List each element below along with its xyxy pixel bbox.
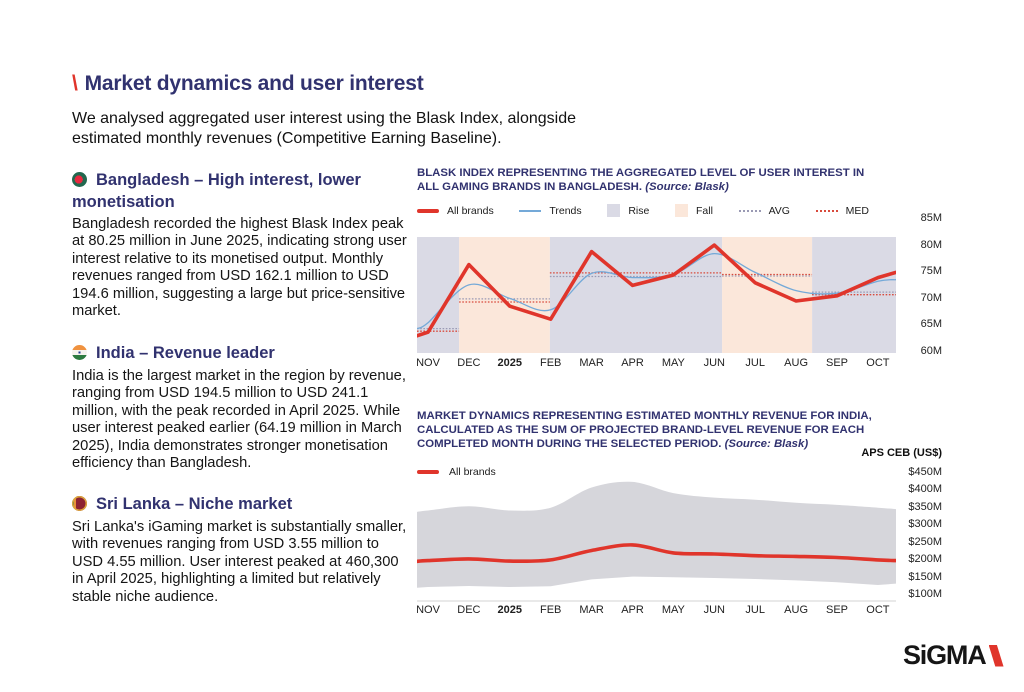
- x-tick-label: JUN: [703, 604, 725, 616]
- chart1-title: [417, 166, 887, 194]
- chart2-plot: [417, 460, 896, 602]
- sigma-logo-text: SiGMA: [903, 640, 986, 670]
- fall-swatch-icon: [675, 204, 688, 217]
- y-tick-label: 70M: [920, 291, 942, 304]
- legend-trends: Trends: [519, 205, 581, 217]
- chart1-x-axis: [417, 357, 896, 371]
- x-tick-label: SEP: [825, 604, 849, 616]
- trends-line-icon: [519, 210, 541, 212]
- legend-all-brands: All brands: [417, 205, 494, 217]
- section-heading-sri-lanka: [72, 494, 384, 516]
- chart2-source: (Source: Blask): [724, 438, 809, 451]
- section-heading-india: [72, 343, 384, 365]
- chart1-title-text: BLASK INDEX REPRESENTING THE AGGREGATED LEVEL OF USER INTEREST IN ALL GAMING BRANDS IN BANGLADESH.: [417, 167, 865, 194]
- sri-lanka-flag-icon: [72, 496, 87, 511]
- x-tick-label: AUG: [784, 357, 809, 369]
- x-tick-label: OCT: [866, 357, 890, 369]
- intro-text: We analysed aggregated user interest using the Blask Index, alongside estimated monthly revenues (Competitive Earning Baseline).: [72, 110, 577, 148]
- bangladesh-flag-icon: [72, 172, 87, 187]
- x-tick-label: APR: [621, 604, 644, 616]
- y-tick-label: $400M: [908, 483, 942, 496]
- legend-avg: AVG: [739, 205, 790, 217]
- y-tick-label: $300M: [908, 518, 942, 531]
- med-dotted-line-icon: [816, 210, 838, 212]
- y-tick-label: 85M: [920, 212, 942, 224]
- x-tick-label: MAY: [661, 604, 685, 616]
- y-tick-label: $250M: [908, 535, 942, 548]
- sigma-logo-mark-icon: [989, 645, 1004, 667]
- section-body-india: India is the largest market in the region by revenue, ranging from USD 194.5 million to USD 241.1 million, with the peak recorded in April 2025. While user interest peaked earlier (64.19 million in March 2025), India demonstrates stronger monetisation efficiency than Bangladesh.: [72, 368, 406, 472]
- chart2-title-text: MARKET DYNAMICS REPRESENTING ESTIMATED MONTHLY REVENUE FOR INDIA, CALCULATED AS THE SUM OF PROJECTED BRAND-LEVEL REVENUE FOR EACH COMPLETED MONTH DURING THE SELECTED PERIOD.: [417, 410, 872, 451]
- x-tick-label: DEC: [457, 604, 481, 616]
- x-tick-label: JUN: [703, 357, 725, 369]
- section-body-sri-lanka: Sri Lanka's iGaming market is substantially smaller, with revenues ranging from USD 3.55 million to USD 4.55 million. User interest peaked at 460,300 in April 2025, highlighting a limited but relatively stable niche audience.: [72, 519, 407, 605]
- y-tick-label: 75M: [920, 265, 942, 278]
- x-tick-label: MAR: [579, 604, 604, 616]
- y-tick-label: $200M: [908, 553, 942, 566]
- rise-swatch-icon: [607, 204, 620, 217]
- x-tick-label: 2025: [497, 357, 523, 369]
- x-tick-label: MAY: [661, 357, 685, 369]
- x-tick-label: NOV: [416, 604, 440, 616]
- x-tick-label: JUL: [745, 357, 765, 369]
- chart2-x-axis: [417, 604, 896, 618]
- page-title: [72, 72, 424, 96]
- avg-dotted-line-icon: [739, 210, 761, 212]
- section-heading-text: Bangladesh – High interest, lower monetisation: [72, 171, 361, 211]
- section-heading-text: India – Revenue leader: [96, 344, 275, 362]
- y-tick-label: $450M: [908, 466, 942, 478]
- x-tick-label: SEP: [825, 357, 849, 369]
- title-accent-slash: \: [72, 72, 78, 95]
- x-tick-label: DEC: [457, 357, 481, 369]
- x-tick-label: JUL: [745, 604, 765, 616]
- section-body-bangladesh: Bangladesh recorded the highest Blask Index peak at 80.25 million in June 2025, indicating strong user interest relative to its monetised output. Monthly revenues ranged from USD 162.1 million to USD 194.6 million, suggesting a large but price-sensitive market.: [72, 216, 407, 320]
- chart1-source: (Source: Blask): [645, 181, 729, 194]
- y-tick-label: $350M: [908, 500, 942, 513]
- all-brands-line-icon: [417, 209, 439, 213]
- x-tick-label: 2025: [497, 604, 523, 616]
- x-tick-label: FEB: [539, 604, 562, 616]
- x-tick-label: NOV: [416, 357, 440, 369]
- sigma-logo: [903, 640, 1004, 671]
- legend-fall: Fall: [675, 204, 713, 217]
- x-tick-label: FEB: [539, 357, 562, 369]
- x-tick-label: OCT: [866, 604, 890, 616]
- chart2-axis-title: APS CEB (US$): [861, 447, 942, 459]
- legend-rise: Rise: [607, 204, 649, 217]
- chart1-plot: [417, 237, 896, 353]
- y-tick-label: $100M: [908, 588, 942, 600]
- chart2-legend: All brands: [417, 466, 496, 478]
- section-heading-bangladesh: [72, 170, 384, 214]
- section-heading-text: Sri Lanka – Niche market: [96, 495, 293, 513]
- y-tick-label: $150M: [908, 570, 942, 583]
- india-flag-icon: [72, 345, 87, 360]
- page-title-text: Market dynamics and user interest: [84, 72, 424, 95]
- x-tick-label: APR: [621, 357, 644, 369]
- x-tick-label: MAR: [579, 357, 604, 369]
- chart1-legend: [417, 204, 869, 217]
- y-tick-label: 80M: [920, 238, 942, 251]
- legend-med: MED: [816, 205, 869, 217]
- y-tick-label: 65M: [920, 318, 942, 331]
- chart2-title: [417, 409, 887, 451]
- y-tick-label: 60M: [920, 345, 942, 357]
- x-tick-label: AUG: [784, 604, 809, 616]
